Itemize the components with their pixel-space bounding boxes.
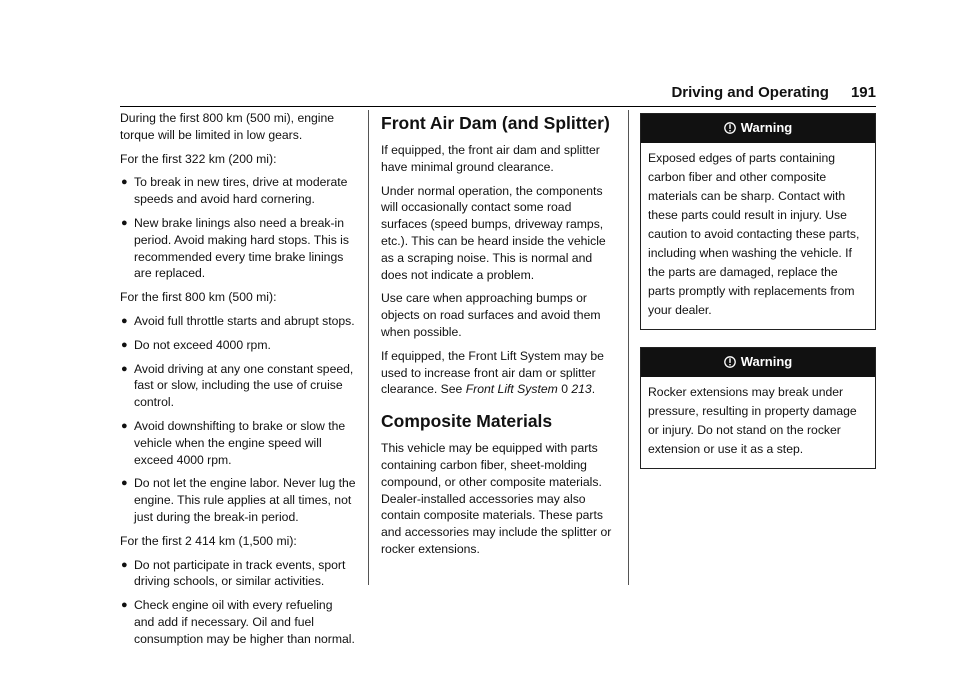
paragraph: For the first 800 km (500 mi): xyxy=(120,290,277,305)
section-title: Driving and Operating xyxy=(671,84,829,101)
paragraph: For the first 322 km (200 mi): xyxy=(120,151,277,166)
column-3 xyxy=(640,110,876,469)
list-item: ● Do not participate in track events, sport driving schools, or similar activities. xyxy=(121,557,346,589)
section-heading: Front Air Dam (and Splitter) xyxy=(381,113,610,133)
bullet-icon: ● xyxy=(121,216,128,229)
warning-box xyxy=(640,347,876,469)
warning-icon xyxy=(724,121,736,135)
warning-title: Warning xyxy=(740,120,793,135)
list-item: ● Do not exceed 4000 rpm. xyxy=(121,337,271,352)
paragraph: If equipped, the front air dam and splitter have minimal ground clearance. xyxy=(381,143,600,174)
bullet-icon: ● xyxy=(121,176,128,189)
list-item: ● Do not let the engine labor. Never lug the engine. This rule applies at all times, not just during the break-in period. xyxy=(121,476,356,524)
list-item: ● Avoid downshifting to brake or slow the vehicle when the engine speed will exceed 4000 rpm. xyxy=(121,418,346,467)
page-header xyxy=(620,84,876,101)
paragraph: If equipped, the Front Lift System may be used to increase front air dam or splitter clearance. See Front Lift System 0 213. xyxy=(381,348,604,397)
list-item: ● Avoid driving at any one constant speed, fast or slow, including the use of cruise control. xyxy=(121,361,354,410)
paragraph: This vehicle may be equipped with parts containing carbon fiber, sheet-molding compound, or other composite materials. Dealer-installed accessories may also contain composite materials. These parts and accessories may include the splitter or rocker extensions. xyxy=(381,441,612,556)
warning-header xyxy=(641,114,875,143)
paragraph: During the first 800 km (500 mi), engine torque will be limited in low gears. xyxy=(120,111,335,142)
bullet-icon: ● xyxy=(121,362,128,375)
section-heading: Composite Materials xyxy=(381,411,553,432)
warning-title: Warning xyxy=(740,353,793,369)
header-rule xyxy=(120,106,876,107)
list-item: ● To break in new tires, drive at moderate speeds and avoid hard cornering. xyxy=(121,175,348,207)
warning-header xyxy=(641,348,875,377)
warning-box xyxy=(640,113,876,330)
paragraph: For the first 2 414 km (1,500 mi): xyxy=(120,533,297,548)
bullet-icon: ● xyxy=(121,419,128,432)
bullet-icon: ● xyxy=(121,599,128,612)
page-arrow-icon: 0 xyxy=(561,382,568,397)
column-1 xyxy=(120,110,356,655)
warning-text: Rocker extensions may break under pressure, resulting in property damage or injury. Do not stand on the rocker extension or use it as a step. xyxy=(648,384,857,456)
page-number: 191 xyxy=(850,84,876,101)
bullet-icon: ● xyxy=(121,338,128,351)
column-divider xyxy=(628,110,629,585)
column-2 xyxy=(381,110,616,565)
bullet-icon: ● xyxy=(121,477,128,490)
cross-reference-link[interactable]: Front Lift System 0 213 xyxy=(465,382,592,397)
list-item: ● Check engine oil with every refueling and add if necessary. Oil and fuel consumption may be higher than normal. xyxy=(121,598,355,646)
list-item: ● Avoid full throttle starts and abrupt stops. xyxy=(121,313,355,328)
bullet-icon: ● xyxy=(121,314,128,327)
paragraph: Under normal operation, the components will occasionally contact some road surfaces (speed bumps, driveway ramps, etc.). This can be heard inside the vehicle as a scraping noise. This is normal and does not indicate a problem. xyxy=(381,183,606,282)
bullet-icon: ● xyxy=(121,558,128,571)
list-item: ● New brake linings also need a break-in period. Avoid making hard stops. This is recommended every time brake linings are replaced. xyxy=(121,215,349,281)
warning-icon xyxy=(724,355,736,369)
column-divider xyxy=(368,110,369,585)
paragraph: Use care when approaching bumps or objects on road surfaces and avoid them when possible. xyxy=(381,291,601,339)
warning-text: Exposed edges of parts containing carbon fiber and other composite materials can be sharp. Contact with these parts could result in injury. Use caution to avoid contacting these parts, including when washing the vehicle. If the parts are damaged, replace the parts promptly with replacements from your dealer. xyxy=(648,150,860,317)
